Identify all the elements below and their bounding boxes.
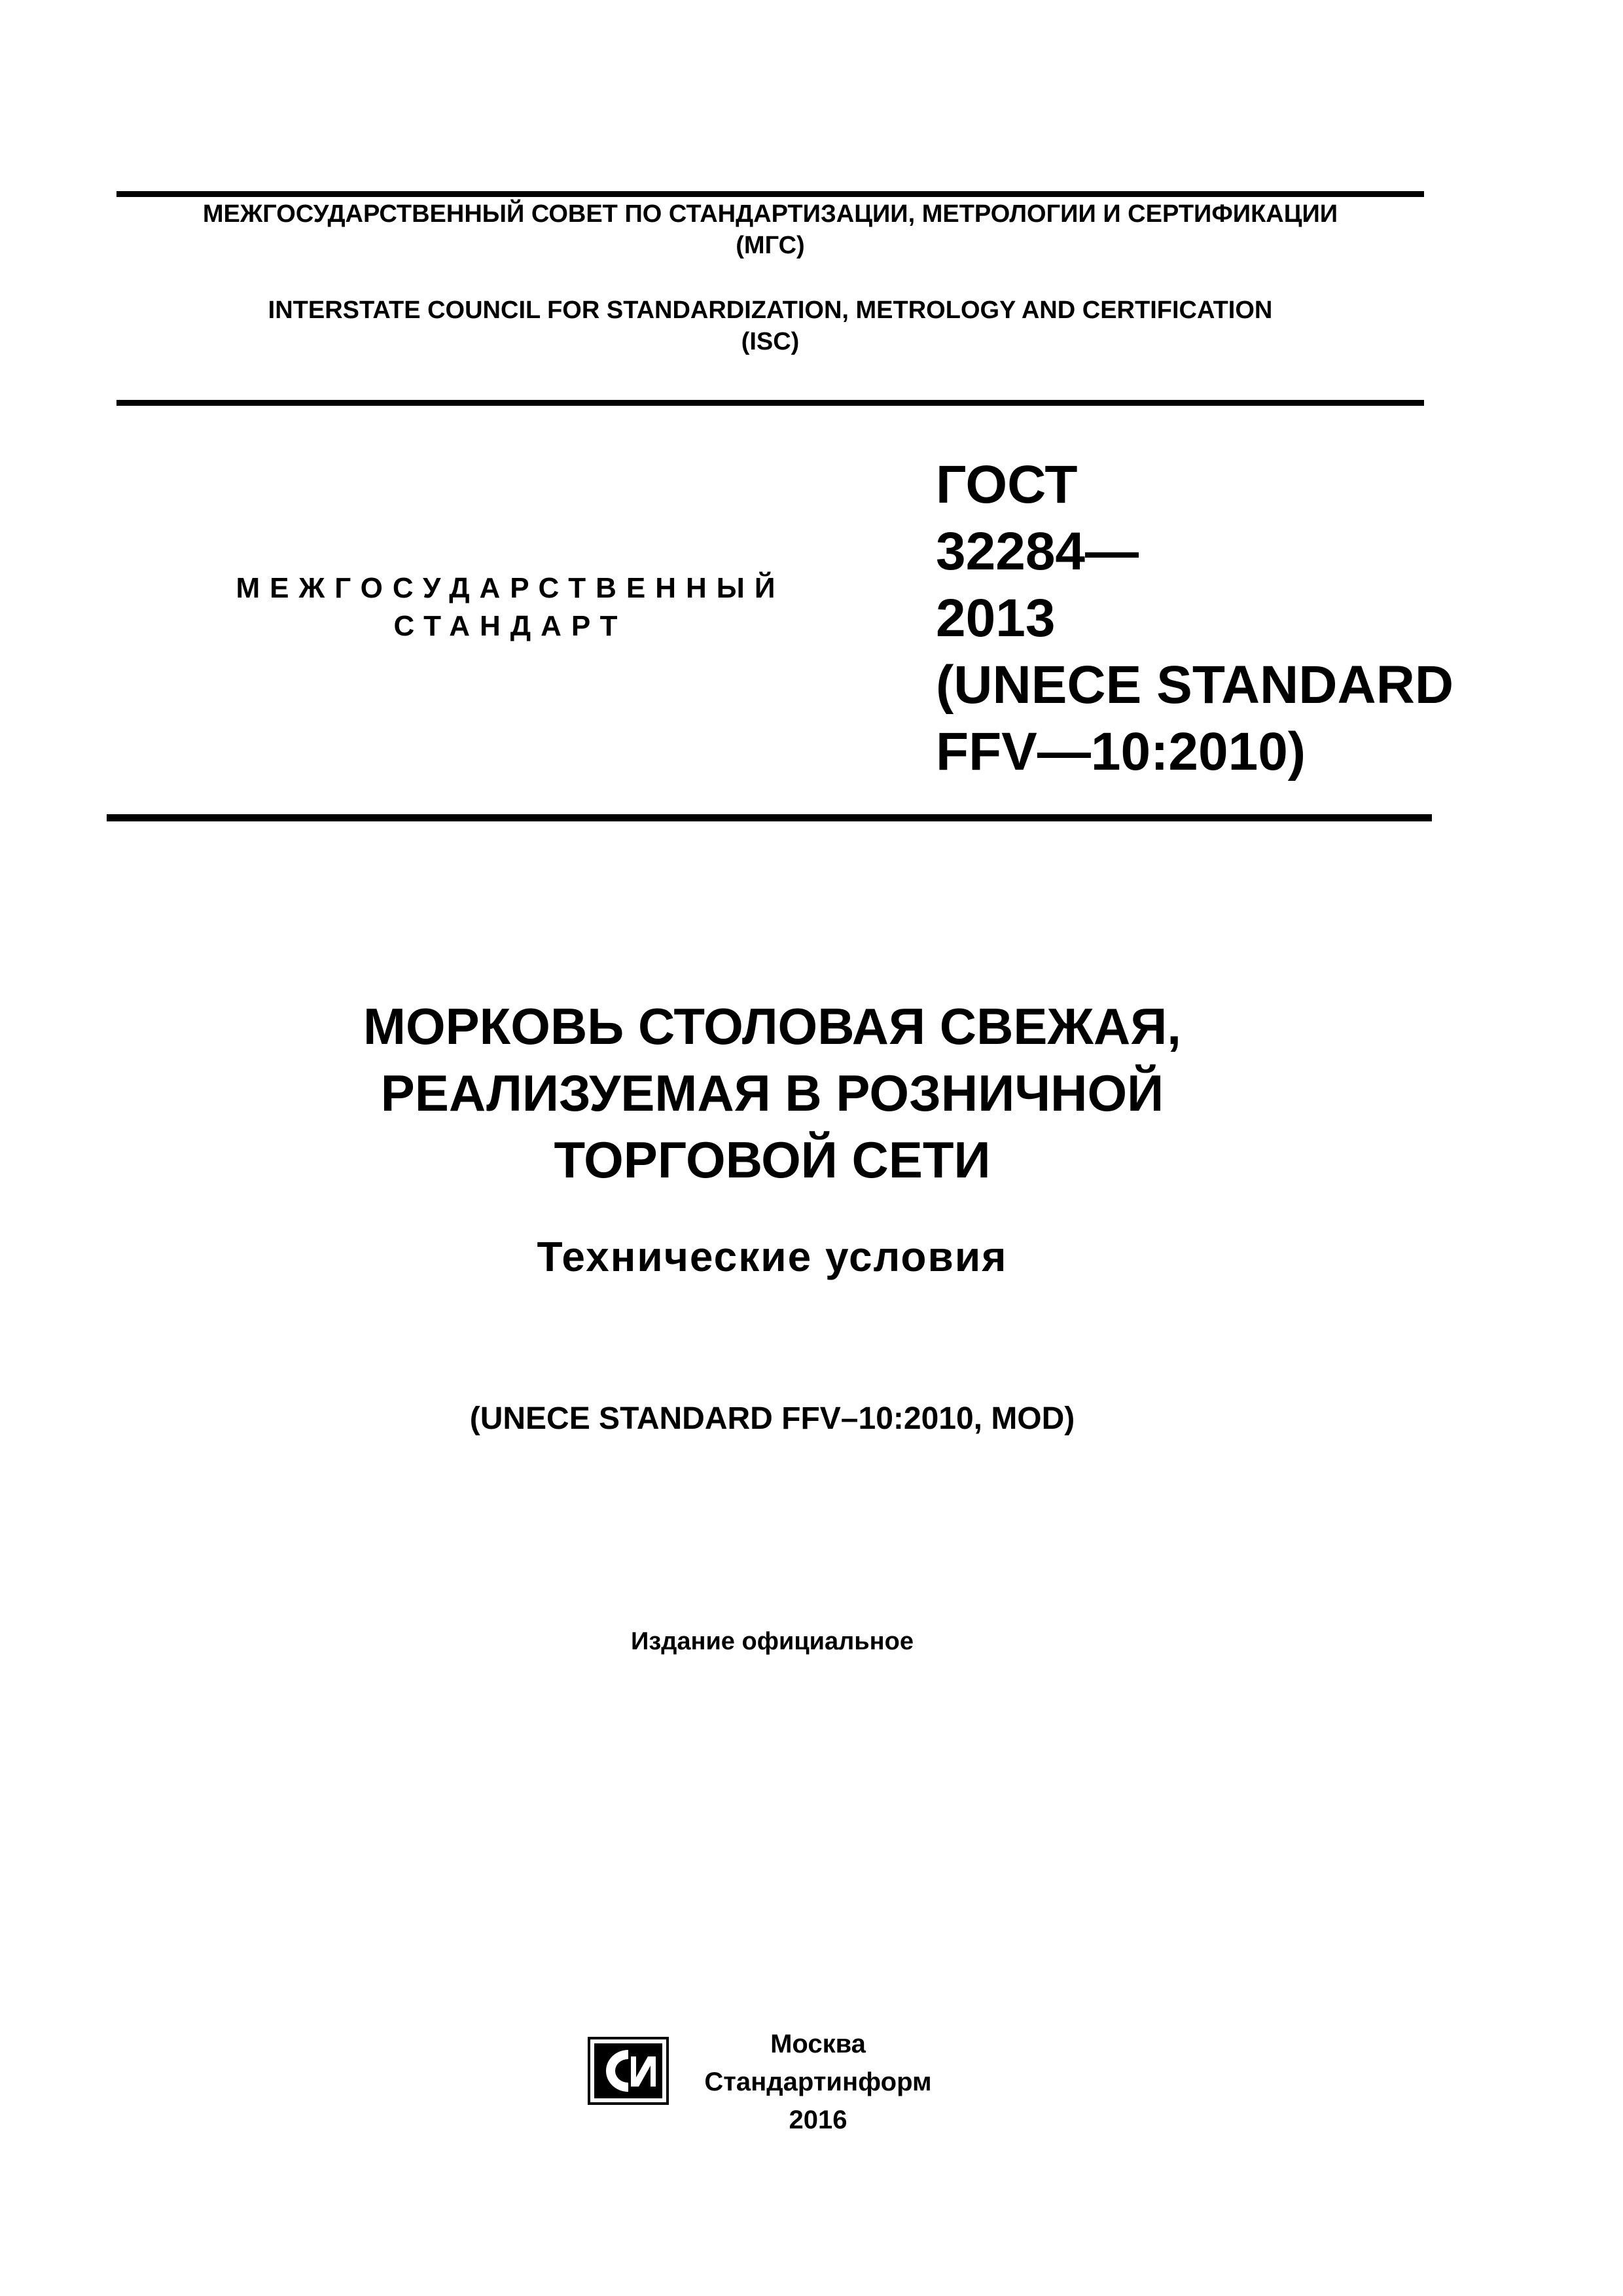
document-subtitle: Технические условия [537,1233,1008,1280]
publisher-name: Стандартинформ [704,2068,932,2096]
publisher-city: Москва [770,2030,866,2058]
publication-year: 2016 [789,2106,847,2134]
stn-logo-icon [588,2037,669,2105]
publisher-block [674,2025,962,2139]
designation-line5: FFV—10:2010) [936,722,1306,781]
council-en-line1: INTERSTATE COUNCIL FOR STANDARDIZATION, METROLOGY AND CERTIFICATION [268,296,1273,324]
title-line2: РЕАЛИЗУЕМАЯ В РОЗНИЧНОЙ [380,1064,1164,1122]
council-en-line2: (ISC) [741,328,800,355]
title-line3: ТОРГОВОЙ СЕТИ [554,1131,991,1189]
designation-line4: (UNECE STANDARD [936,655,1454,715]
designation-line3: 2013 [936,588,1056,648]
standard-type-line1: МЕЖГОСУДАРСТВЕННЫЙ [236,572,785,604]
designation-line1: ГОСТ [936,455,1078,514]
designation-bottom-rule [107,814,1432,821]
designation-line2: 32284— [936,522,1139,581]
top-rule [116,191,1424,197]
standard-type [196,569,825,645]
title-line1: МОРКОВЬ СТОЛОВАЯ СВЕЖАЯ, [363,997,1181,1055]
document-title [131,993,1414,1193]
header-bottom-rule [116,400,1424,406]
council-en [116,295,1424,357]
standard-type-line2: СТАНДАРТ [393,610,628,642]
council-ru [116,198,1424,261]
edition-note: Издание официальное [631,1628,914,1655]
council-ru-line1: МЕЖГОСУДАРСТВЕННЫЙ СОВЕТ ПО СТАНДАРТИЗАЦИИ, МЕТРОЛОГИИ И СЕРТИФИКАЦИИ [202,200,1338,228]
council-ru-line2: (МГС) [736,232,805,259]
modification-note: (UNECE STANDARD FFV–10:2010, MOD) [469,1401,1075,1436]
standard-designation [936,452,1454,785]
